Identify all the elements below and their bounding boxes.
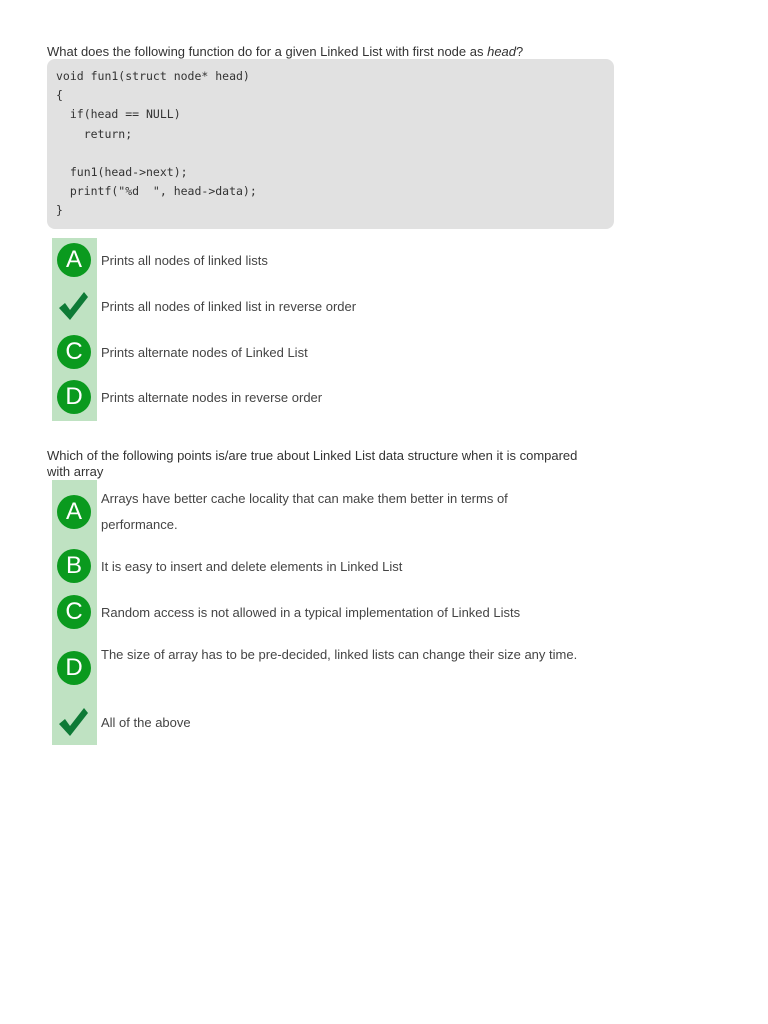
option-c-badge: C: [57, 335, 91, 369]
code-line: if(head == NULL): [56, 107, 181, 122]
question-1-prompt-end: ?: [516, 44, 524, 59]
option-c-badge: C: [57, 595, 91, 629]
code-line: [56, 144, 605, 163]
option-b-text: Prints all nodes of linked list in reverse order: [101, 299, 357, 314]
option-d-text: Prints alternate nodes in reverse order: [101, 390, 323, 405]
checkmark-icon: [57, 705, 89, 739]
question-1-option-c[interactable]: [57, 335, 597, 369]
question-1-option-b[interactable]: [57, 289, 597, 323]
option-b-badge: B: [57, 549, 91, 583]
code-line: {: [56, 88, 63, 103]
question-1-option-a[interactable]: [57, 243, 597, 277]
question-1-prompt-italic: head: [487, 44, 517, 59]
code-line: return;: [56, 126, 133, 141]
checkmark-icon: [57, 289, 89, 323]
code-line: fun1(head->next);: [56, 164, 188, 179]
question-1-prompt: [47, 44, 607, 60]
option-a-badge: A: [57, 243, 91, 277]
question-2-option-b[interactable]: [57, 549, 597, 583]
option-e-text: All of the above: [101, 715, 191, 730]
option-d-badge: D: [57, 651, 91, 685]
option-a-badge: A: [57, 495, 91, 529]
code-line: void fun1(struct node* head): [56, 69, 250, 83]
code-block: [47, 59, 614, 229]
question-1-prompt-text: What does the following function do for a given Linked List with first node as: [47, 44, 488, 59]
option-a-text: Prints all nodes of linked lists: [101, 253, 268, 268]
question-2-option-e[interactable]: [57, 705, 597, 739]
option-c-text: Prints alternate nodes of Linked List: [101, 345, 308, 360]
option-d-badge: D: [57, 380, 91, 414]
question-2-option-a[interactable]: [57, 486, 597, 538]
option-a-text: Arrays have better cache locality that can make them better in terms of performance.: [101, 491, 508, 532]
option-c-text: Random access is not allowed in a typical implementation of Linked Lists: [101, 605, 521, 620]
code-line: printf("%d ", head->data);: [56, 184, 257, 199]
question-2-option-d[interactable]: [57, 642, 597, 694]
option-d-text: The size of array has to be pre-decided, linked lists can change their size any time.: [101, 647, 578, 662]
code-line: }: [56, 203, 63, 218]
question-1-option-d[interactable]: [57, 380, 597, 414]
option-b-text: It is easy to insert and delete elements in Linked List: [101, 559, 403, 574]
question-2-prompt: Which of the following points is/are true about Linked List data structure when it is compared with array: [47, 448, 578, 479]
question-2-option-c[interactable]: [57, 595, 597, 629]
